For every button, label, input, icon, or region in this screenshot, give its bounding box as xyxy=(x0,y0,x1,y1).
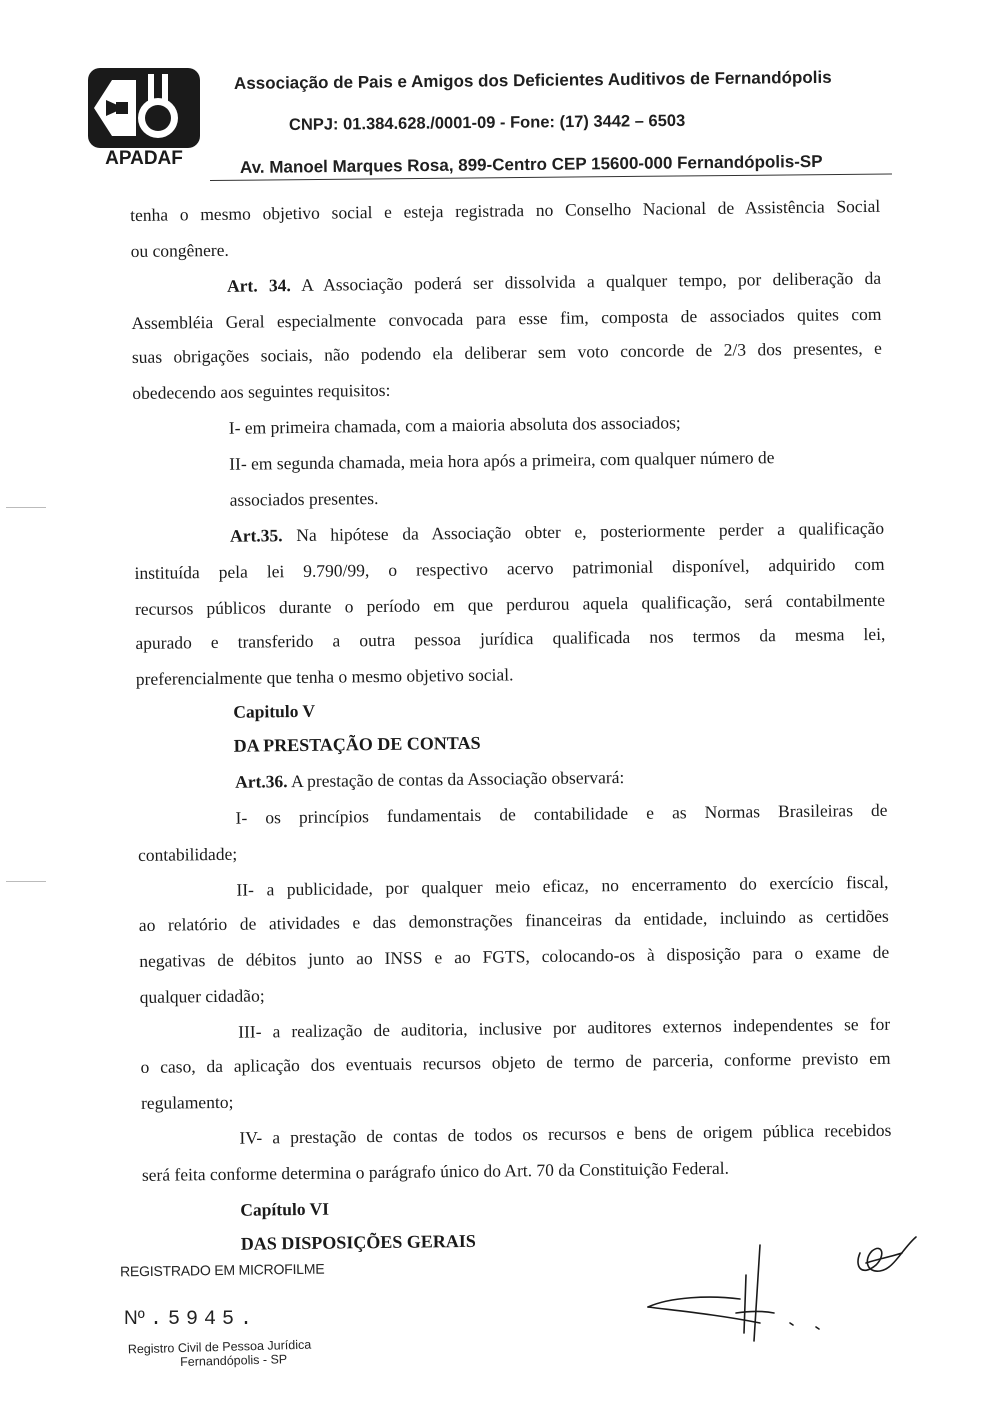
text-line: recursos públicos durante o período em que perdurou aquela qualificação, será contabilmente xyxy=(134,589,886,619)
text-line: Assembléia Geral especialmente convocada para esse fim, composta de associados quites com xyxy=(131,303,882,333)
text-line: A Associação poderá ser dissolvida a qualquer tempo, por deliberação da xyxy=(290,267,882,296)
chapter-5-heading: Capitulo V xyxy=(233,700,316,722)
text-line: Na hipótese da Associação obter e, posteriormente perder a qualificação xyxy=(282,517,885,546)
art34-paragraph xyxy=(227,267,881,297)
microfilm-stamp-number xyxy=(124,1308,258,1331)
registry-city: Fernandópolis - SP xyxy=(180,1352,288,1370)
text-line: A prestação de contas da Associação observará: xyxy=(287,767,625,792)
registry-name: Registro Civil de Pessoa Jurídica xyxy=(127,1337,312,1357)
text-line: III- a realização de auditoria, inclusive por auditores externos independentes se for xyxy=(238,1013,891,1042)
text-line: obedecendo aos seguintes requisitos: xyxy=(132,379,391,403)
chapter-5-title: DA PRESTAÇÃO DE CONTAS xyxy=(233,732,481,756)
text-line: será feita conforme determina o parágrafo único do Art. 70 da Constituição Federal. xyxy=(141,1157,730,1185)
text-line: contabilidade; xyxy=(137,843,238,865)
handwritten-signatures xyxy=(640,1215,930,1345)
text-line: II- em segunda chamada, meia hora após a primeira, com qualquer número de xyxy=(229,447,775,474)
microfilm-stamp-title: REGISTRADO EM MICROFILME xyxy=(119,1260,325,1280)
text-line: associados presentes. xyxy=(229,487,379,510)
chapter-6-title: DAS DISPOSIÇÕES GERAIS xyxy=(240,1230,476,1254)
text-line: I- em primeira chamada, com a maioria absoluta dos associados; xyxy=(228,412,681,438)
text-line: apurado e transferido a outra pessoa jurídica qualificada nos termos da mesma lei, xyxy=(135,623,886,653)
org-name: Associação de Pais e Amigos dos Deficientes Auditivos de Fernandópolis xyxy=(233,67,832,93)
logo-text: APADAF xyxy=(105,148,183,168)
apadaf-logo xyxy=(86,66,202,168)
org-address: Av. Manoel Marques Rosa, 899-Centro CEP 15600-000 Fernandópolis-SP xyxy=(239,151,823,177)
text-line: o caso, da aplicação dos eventuais recursos objeto de termo de parceria, conforme previsto em xyxy=(140,1047,891,1077)
registry-office xyxy=(128,1338,312,1371)
text-line: preferencialmente que tenha o mesmo objetivo social. xyxy=(135,664,514,689)
text-line: ao relatório de atividades e das demonstrações financeiras da entidade, incluindo as certidões xyxy=(138,905,889,935)
margin-mark xyxy=(6,881,46,882)
art35-paragraph xyxy=(230,517,884,547)
registry-number: .5945. xyxy=(149,1308,258,1331)
art34-label: Art. 34. xyxy=(226,275,291,296)
text-line: negativas de débitos junto ao INSS e ao FGTS, colocando-os à disposição para o exame de xyxy=(139,941,890,971)
text-line: instituída pela lei 9.790/99, o respectivo acervo patrimonial disponível, adquirido com xyxy=(134,553,885,583)
art36-paragraph xyxy=(235,762,985,793)
text-line: IV- a prestação de contas de todos os recursos e bens de origem pública recebidos xyxy=(239,1119,892,1148)
text-line: tenha o mesmo objetivo social e esteja registrada no Conselho Nacional de Assistência Social xyxy=(130,195,881,225)
document-body xyxy=(130,191,892,1254)
margin-mark xyxy=(6,507,46,508)
text-line: regulamento; xyxy=(140,1091,234,1113)
text-line: I- os princípios fundamentais de contabilidade e as Normas Brasileiras de xyxy=(235,799,888,828)
number-label: Nº xyxy=(124,1308,145,1329)
text-line: suas obrigações sociais, não podendo ela deliberar sem voto concorde de 2/3 dos presentes, e xyxy=(131,337,882,367)
text-line: II- a publicidade, por qualquer meio eficaz, no encerramento do exercício fiscal, xyxy=(236,871,889,900)
art35-label: Art.35. xyxy=(229,525,283,546)
art36-label: Art.36. xyxy=(234,771,288,792)
text-line: qualquer cidadão; xyxy=(139,985,265,1007)
cnpj-phone: CNPJ: 01.384.628./0001-09 - Fone: (17) 3442 – 6503 xyxy=(288,111,686,134)
chapter-6-heading: Capítulo VI xyxy=(240,1198,330,1220)
text-line: ou congênere. xyxy=(130,239,229,261)
